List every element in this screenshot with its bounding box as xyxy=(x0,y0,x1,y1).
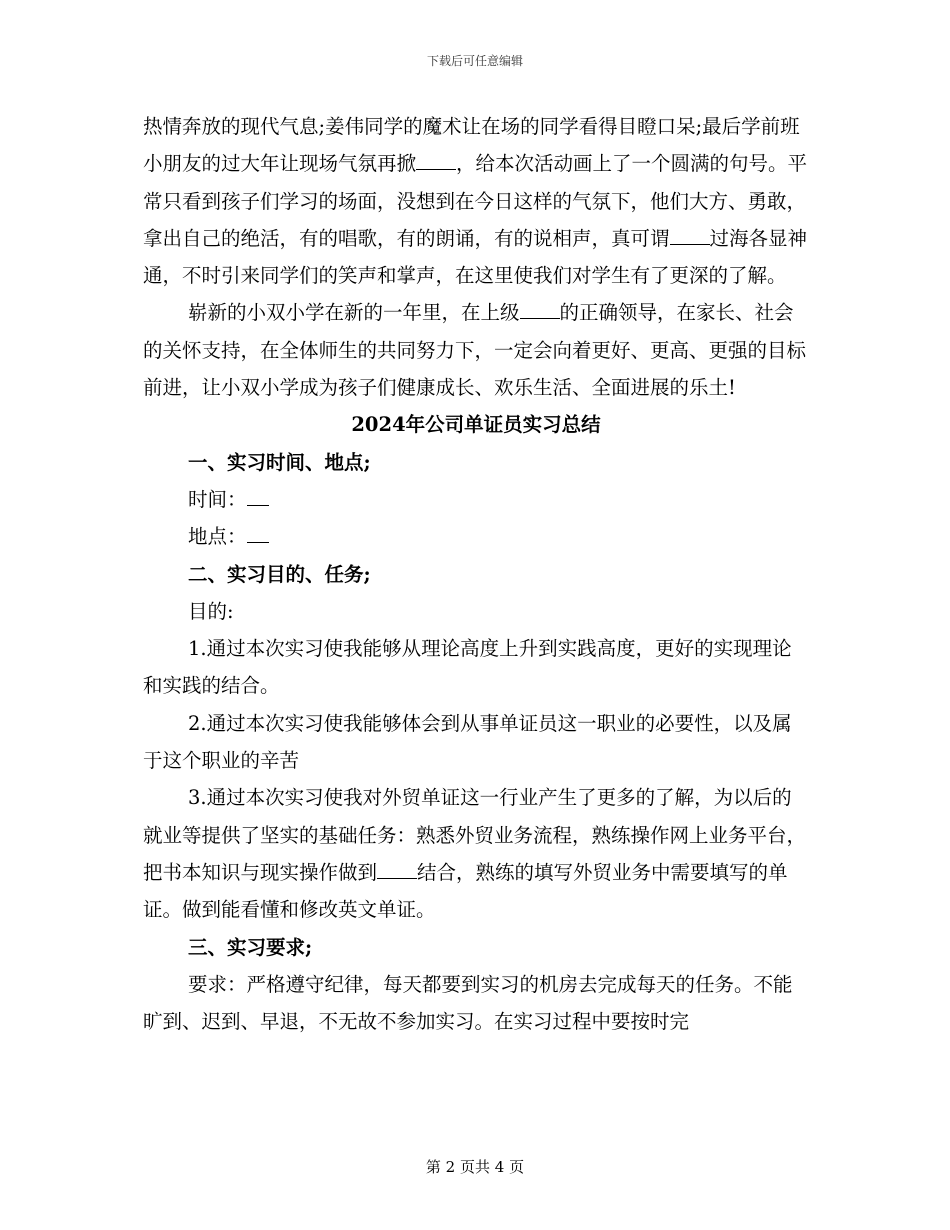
section-heading-time-place: 一、实习时间、地点; xyxy=(188,450,371,474)
place-label: 地点： xyxy=(188,525,247,549)
paragraph-event xyxy=(143,108,809,294)
paragraph-text: 结合，熟练的填写外贸业务中需要填写的单证。做到能看懂和修改英文单证。 xyxy=(143,860,788,922)
fill-blank xyxy=(670,223,710,244)
place-line xyxy=(143,518,809,555)
purpose-label: 目的: xyxy=(188,599,234,623)
requirements-text: 要求：严格遵守纪律，每天都要到实习的机房去完成每天的任务。不能旷到、迟到、早退，不无故不参加实习。在实习过程中要按时完 xyxy=(143,972,793,1034)
paragraph-school xyxy=(143,294,809,406)
paragraph-text: ，给本次活动画上了一个圆满的句号。平常只看到孩子们学习的场面，没想到在今日这样的气氛下，他们大方、勇敢，拿出自己的绝活，有的唱歌，有的朗诵，有的说相声，真可谓 xyxy=(143,152,808,250)
time-line xyxy=(143,481,809,518)
purpose-item-1: 1.通过本次实习使我能够从理论高度上升到实践高度，更好的实现理论和实践的结合。 xyxy=(143,637,792,698)
page-header: 下载后可任意编辑 xyxy=(426,54,523,68)
fill-blank xyxy=(247,485,269,506)
fill-blank xyxy=(247,522,269,543)
page-footer: 第 2 页共 4 页 xyxy=(425,1158,525,1176)
section-heading-purpose: 二、实习目的、任务; xyxy=(188,562,371,586)
paragraph-text: 3.通过本次实习使我对外贸单证这一行业产生了更多的了解，为以后的就业等提供了坚实的基础任务：熟悉外贸业务流程，熟练操作网上业务平台，把书本知识与现实操作做到 xyxy=(143,786,807,884)
purpose-item-2: 2.通过本次实习使我能够体会到从事单证员这一职业的必要性，以及属于这个职业的辛苦 xyxy=(143,711,792,773)
paragraph-text: 过海各显神通，不时引来同学们的笑声和掌声，在这里使我们对学生有了更深的了解。 xyxy=(143,226,808,288)
fill-blank xyxy=(377,857,417,878)
fill-blank xyxy=(520,298,560,319)
document-body xyxy=(143,108,809,1040)
paragraph-text: 崭新的小双小学在新的一年里，在上级 xyxy=(188,301,520,325)
purpose-item-3 xyxy=(143,779,809,928)
time-label: 时间： xyxy=(188,487,247,511)
paragraph-text: 的正确领导，在家长、社会的关怀支持，在全体师生的共同努力下，一定会向着更好、更高、更强的目标前进，让小双小学成为孩子们健康成长、欢乐生活、全面进展的乐土! xyxy=(143,301,807,400)
fill-blank xyxy=(416,149,456,170)
document-title: 2024年公司单证员实习总结 xyxy=(351,413,601,437)
section-heading-requirements: 三、实习要求; xyxy=(188,935,313,959)
paragraph-text: 热情奔放的现代气息;姜伟同学的魔术让在场的同学看得目瞪口呆;最后学前班小朋友的过大年让现场气氛再掀 xyxy=(143,115,800,176)
